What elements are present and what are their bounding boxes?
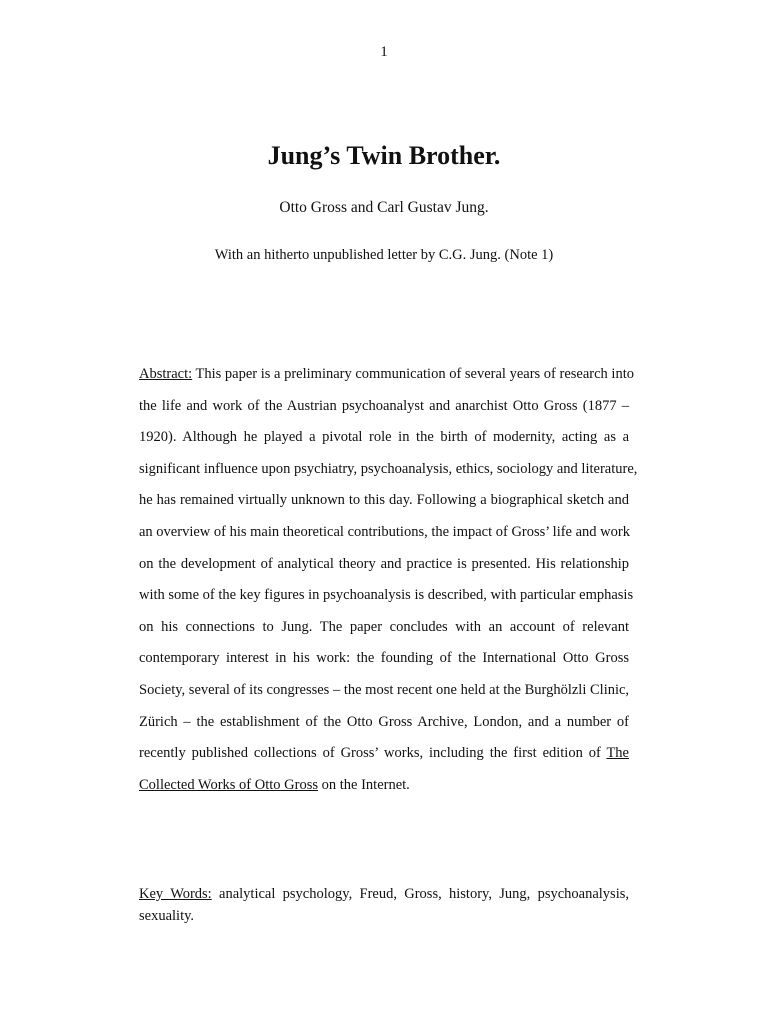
keywords-label: Key Words:: [139, 886, 212, 902]
abstract-line: significant influence upon psychiatry, psychoanalysis, ethics, sociology and literature,: [139, 460, 638, 477]
abstract-line: Zürich – the establishment of the Otto Gross Archive, London, and a number of: [139, 713, 629, 730]
abstract-line-text: on the Internet.: [318, 776, 410, 793]
abstract-line: with some of the key figures in psychoanalysis is described, with particular emphasis: [139, 587, 634, 604]
keywords-text: analytical psychology, Freud, Gross, history, Jung, psychoanalysis,: [211, 886, 629, 902]
abstract-line: [139, 739, 629, 771]
collected-works-link[interactable]: The: [606, 745, 629, 762]
abstract-line-text: recently published collections of Gross’ works, including the first edition of: [139, 745, 607, 762]
keywords-line: [139, 883, 629, 905]
abstract-line: an overview of his main theoretical contributions, the impact of Gross’ life and work: [139, 523, 630, 540]
unpublished-letter-note: With an hitherto unpublished letter by C.G. Jung. (Note 1): [214, 247, 554, 263]
keywords-line: sexuality.: [139, 908, 195, 924]
abstract-section: [139, 360, 638, 802]
abstract-line: contemporary interest in his work: the founding of the International Otto Gross: [139, 650, 629, 667]
document-subtitle: Otto Gross and Carl Gustav Jung.: [279, 199, 489, 216]
abstract-line: the life and work of the Austrian psychoanalyst and anarchist Otto Gross (1877 –: [139, 397, 629, 414]
collected-works-link[interactable]: Collected Works of Otto Gross: [139, 776, 318, 793]
abstract-line-text: This paper is a preliminary communication of several years of research into: [192, 366, 634, 382]
abstract-line: he has remained virtually unknown to this day. Following a biographical sketch and: [139, 492, 629, 509]
abstract-label: Abstract:: [139, 366, 193, 382]
abstract-line: 1920). Although he played a pivotal role in the birth of modernity, acting as a: [139, 429, 629, 446]
abstract-line: Society, several of its congresses – the most recent one held at the Burghölzli Clinic,: [139, 681, 630, 698]
abstract-line: on his connections to Jung. The paper concludes with an account of relevant: [139, 618, 629, 635]
abstract-line: [139, 360, 634, 392]
document-title: Jung’s Twin Brother.: [267, 141, 501, 170]
page-number: 1: [380, 44, 388, 60]
abstract-line: on the development of analytical theory and practice is presented. His relationship: [139, 555, 629, 572]
keywords-section: [139, 883, 629, 927]
abstract-line: [139, 771, 629, 803]
